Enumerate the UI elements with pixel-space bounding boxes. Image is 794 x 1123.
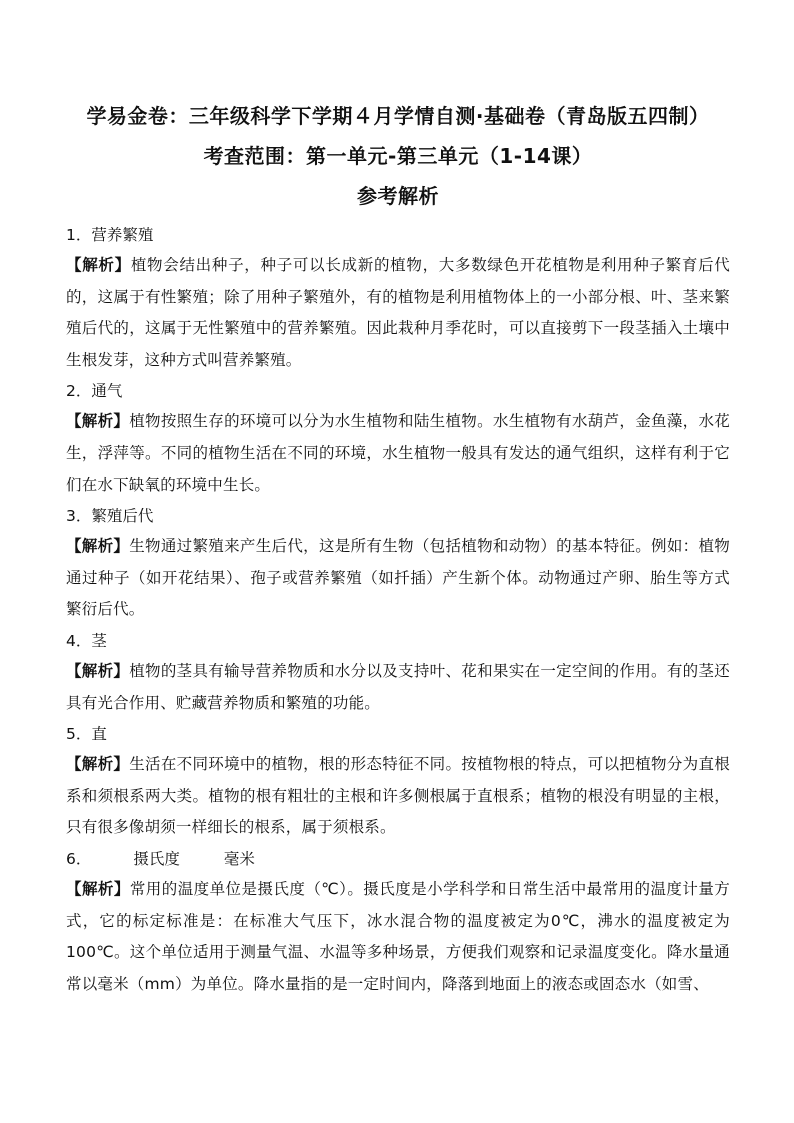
question-number: 1． [66, 226, 92, 244]
answer-text: 茎 [91, 631, 107, 650]
analysis-paragraph [66, 656, 730, 719]
section-title: 参考解析 [357, 184, 439, 208]
analysis-tag: 【解析】 [66, 537, 130, 556]
answer-text: 毫米 [223, 849, 255, 868]
analysis-text: 常用的温度单位是摄氏度（℃）。摄氏度是小学科学和日常生活中最常用的温度计量方式，它的标定标准是：在标准大气压下，冰水混合物的温度被定为0℃，沸水的温度被定为100℃。这个单位适用于测量气温、水温等多种场景，方便我们观察和记录温度变化。降水量通常以毫米（mm）为单位。降水量指的是一定时间内，降落到地面上的液态或固态水（如雪、 [66, 879, 730, 993]
analysis-text: 生物通过繁殖来产生后代，这是所有生物（包括植物和动物）的基本特征。例如：植物通过种子（如开花结果）、孢子或营养繁殖（如扦插）产生新个体。动物通过产卵、胎生等方式繁衍后代。 [66, 537, 730, 619]
analysis-paragraph [66, 874, 730, 1000]
answer-line [66, 844, 730, 874]
document-title: 学易金卷：三年级科学下学期４月学情自测·基础卷（青岛版五四制） [86, 104, 710, 128]
analysis-text: 生活在不同环境中的植物，根的形态特征不同。按植物根的特点，可以把植物分为直根系和须根系两大类。植物的根有粗壮的主根和许多侧根属于直根系；植物的根没有明显的主根，只有很多像胡须一样细长的根系，属于须根系。 [66, 755, 730, 837]
answer-line [66, 719, 730, 749]
analysis-tag: 【解析】 [66, 879, 130, 898]
answer-text: 直 [91, 725, 107, 744]
analysis-paragraph [66, 531, 730, 626]
analysis-tag: 【解析】 [66, 755, 130, 774]
answer-line [66, 501, 730, 531]
exam-scope: 考查范围：第一单元-第三单元（1-14课） [203, 144, 593, 168]
question-number: 5． [66, 725, 92, 744]
answer-text: 营养繁殖 [91, 226, 154, 244]
analysis-text: 植物按照生存的环境可以分为水生植物和陆生植物。水生植物有水葫芦，金鱼藻，水花生，浮萍等。不同的植物生活在不同的环境，水生植物一般具有发达的通气组织，这样有利于它们在水下缺氧的环境中生长。 [66, 412, 730, 494]
analysis-tag: 【解析】 [66, 256, 131, 274]
answer-text: 繁殖后代 [91, 507, 154, 526]
question-number: 4． [66, 631, 92, 650]
question-number: 2． [66, 382, 92, 401]
analysis-paragraph [66, 749, 730, 844]
analysis-tag: 【解析】 [66, 661, 130, 680]
answer-text: 摄氏度 [133, 849, 180, 868]
question-number: 6． [66, 849, 92, 868]
analysis-paragraph [66, 250, 730, 376]
answer-text: 通气 [91, 382, 123, 401]
analysis-text: 植物会结出种子，种子可以长成新的植物，大多数绿色开花植物是利用种子繁育后代的，这属于有性繁殖；除了用种子繁殖外，有的植物是利用植物体上的一小部分根、叶、茎来繁殖后代的，这属于无性繁殖中的营养繁殖。因此栽种月季花时，可以直接剪下一段茎插入土壤中生根发芽，这种方式叫营养繁殖。 [66, 256, 730, 369]
answer-line [66, 376, 730, 406]
analysis-tag: 【解析】 [66, 412, 130, 431]
answer-line [66, 626, 730, 656]
analysis-text: 植物的茎具有输导营养物质和水分以及支持叶、花和果实在一定空间的作用。有的茎还具有光合作用、贮藏营养物质和繁殖的功能。 [66, 661, 730, 712]
question-number: 3． [66, 507, 92, 526]
answer-line [66, 220, 730, 250]
analysis-paragraph [66, 406, 730, 501]
